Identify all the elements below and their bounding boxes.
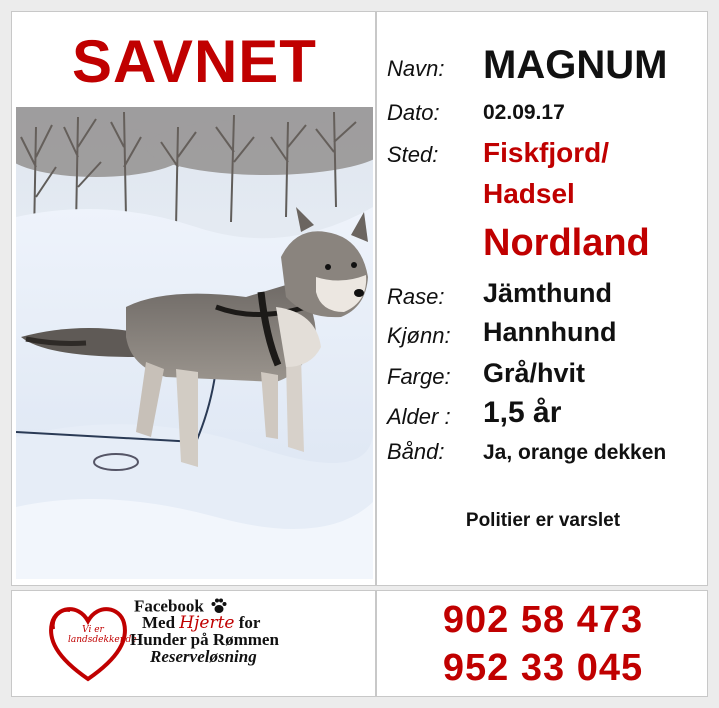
contact-panel	[376, 590, 708, 697]
leash-value: Ja, orange dekken	[483, 441, 667, 464]
place-label: Sted:	[387, 142, 439, 167]
dog-photo	[16, 107, 373, 579]
logo-line2-post: for	[234, 613, 261, 632]
breed-value: Jämthund	[483, 278, 613, 308]
heart-caption-line1: Vi er	[82, 625, 104, 635]
place-value-line2: Hadsel	[483, 178, 575, 209]
color-value: Grå/hvit	[483, 358, 586, 388]
logo-line4: Reserveløsning	[150, 647, 257, 666]
place-value-line1: Fiskfjord/	[483, 137, 610, 168]
sex-label: Kjønn:	[387, 323, 451, 348]
heart-caption-line2: landsdekkende	[68, 635, 137, 645]
phone-number-1[interactable]: 902 58 473	[442, 599, 644, 641]
police-notice: Politier er varslet	[465, 510, 621, 531]
heart-logo-icon	[46, 599, 137, 692]
name-label: Navn:	[387, 56, 445, 81]
age-value: 1,5 år	[483, 396, 562, 429]
leash-label: Bånd:	[387, 439, 445, 464]
logo-panel	[11, 590, 376, 697]
heart-caption	[68, 625, 137, 645]
logo-facebook: Facebook	[134, 596, 204, 616]
phone-number-2[interactable]: 952 33 045	[442, 647, 644, 689]
breed-label: Rase:	[387, 284, 445, 309]
name-value: MAGNUM	[483, 43, 668, 87]
sex-value: Hannhund	[483, 317, 617, 347]
logo-line2-pre: Med	[142, 613, 180, 632]
date-label: Dato:	[387, 100, 440, 125]
photo-panel	[11, 11, 376, 586]
date-value: 02.09.17	[483, 101, 565, 124]
logo-line2-script: Hjerte	[179, 613, 235, 633]
details-panel	[376, 11, 708, 586]
logo-line3: Hunder på Rømmen	[130, 630, 279, 649]
place-value-line3: Nordland	[483, 222, 650, 264]
age-label: Alder :	[387, 404, 451, 429]
poster-title: SAVNET	[72, 28, 317, 95]
color-label: Farge:	[387, 364, 451, 389]
